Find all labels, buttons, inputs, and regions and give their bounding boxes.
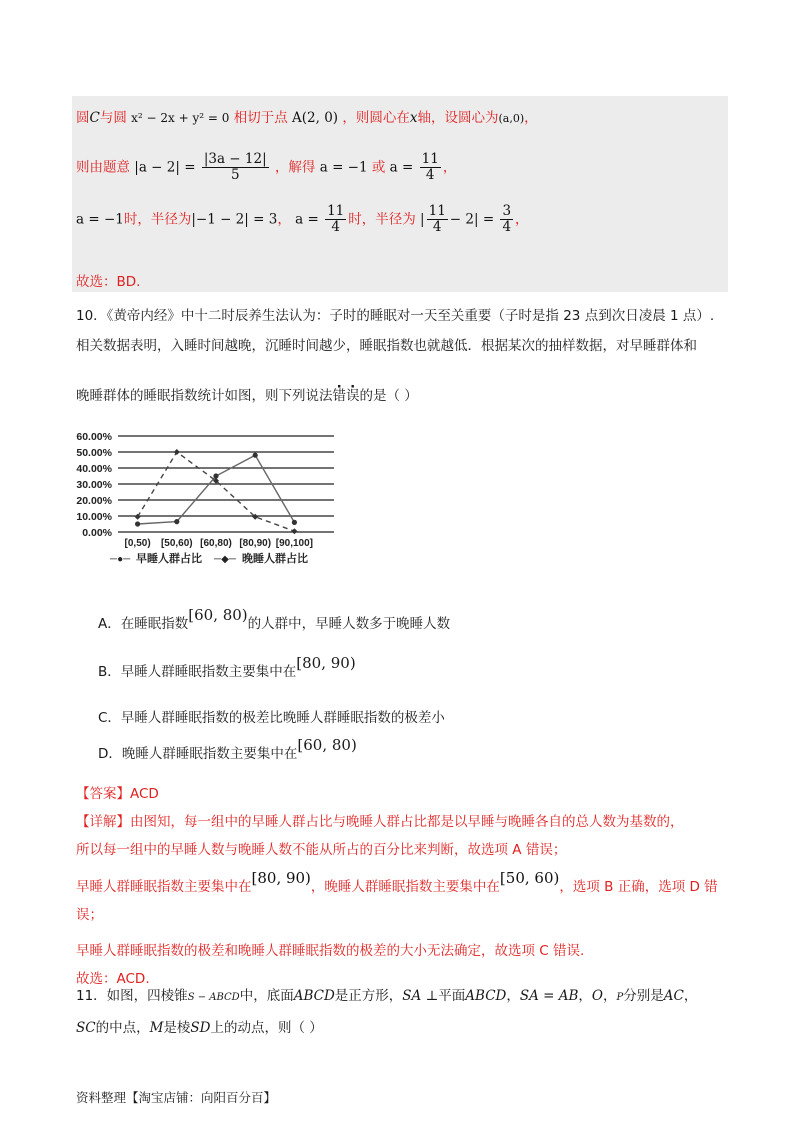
y-tick-label: 60.00% — [76, 431, 112, 443]
q10-answer: 【答案】ACD — [76, 786, 159, 802]
q10-explain-3: 早睡人群睡眠指数主要集中在[80, 90)，晚睡人群睡眠指数主要集中在[50, 60)，选项 B 正确，选项 D 错误； — [76, 869, 718, 923]
data-point — [253, 453, 258, 458]
x-tick-label: [0,50) — [124, 538, 151, 549]
q10-stem-line-1: 10．《黄帝内经》中十二时辰养生法认为：子时的睡眠对一天至关重要（子时是指 23 点到次日凌晨 1 点）. — [76, 308, 715, 324]
y-tick-label: 30.00% — [76, 479, 112, 491]
data-point — [135, 521, 140, 526]
y-tick-label: 40.00% — [76, 463, 112, 475]
q10-explain-1: 【详解】由图知，每一组中的早睡人群占比与晚睡人群占比都是以早睡与晚睡各自的总人数为基数的， — [76, 814, 684, 830]
q11-stem-line-2: SC的中点，M是棱SD上的动点，则（ ） — [76, 1020, 323, 1036]
footer: 资料整理【淘宝店铺：向阳百分百】 — [76, 1090, 277, 1105]
q9-choice: 故选：BD. — [76, 274, 141, 290]
q11-stem-line-1: 11．如图，四棱锥S − ABCD中，底面ABCD是正方形，SA ⊥平面ABCD，SA = AB，O，P分别是AC， — [76, 988, 698, 1004]
q10-option-c[interactable]: C．早睡人群睡眠指数的极差比晚睡人群睡眠指数的极差小 — [98, 710, 445, 726]
q10-stem-line-3: 晚睡群体的睡眠指数统计如图，则下列说法错误的是（ ） — [76, 388, 418, 404]
emphasis-char: 误 — [346, 388, 360, 404]
legend-marker-solid: ─●─ — [110, 554, 131, 565]
q10-option-d[interactable]: D．晚睡人群睡眠指数主要集中在[60, 80) — [98, 736, 357, 762]
data-point — [174, 519, 179, 524]
emphasis-char: 错 — [332, 388, 346, 404]
legend-label-series-2: 晚睡人群占比 — [242, 553, 308, 565]
q10-choice: 故选：ACD. — [76, 971, 150, 987]
q9-solution-line-3: a = −1时，半径为|−1 − 2| = 3， a = $\frac{11}{4}$ 时，半径为 | $\frac{11}{4}$ − 2| = $\frac{3}{4}$ ， — [76, 203, 529, 235]
x-tick-label: [80,90) — [239, 538, 272, 549]
x-tick-label: [90,100] — [275, 538, 314, 549]
data-point — [292, 520, 297, 525]
q10-option-b[interactable]: B．早睡人群睡眠指数主要集中在[80, 90) — [98, 654, 356, 680]
q10-answer-block — [76, 780, 726, 993]
y-tick-label: 50.00% — [76, 447, 112, 459]
q9-solution-line-2: 则由题意 |a − 2| = $\frac{|3a - 12|}{5}$ ，解得 a = −1 或 a = $\frac{11}{4}$ ， — [76, 151, 457, 183]
legend-marker-dashed: ─◆─ — [214, 554, 236, 565]
q10-option-a[interactable]: A．在睡眠指数[60, 80)的人群中，早睡人数多于晚睡人数 — [98, 606, 451, 632]
y-tick-label: 0.00% — [82, 527, 112, 539]
q10-stem-line-2: 相关数据表明，入睡时间越晚，沉睡时间越少，睡眠指数也就越低．根据某次的抽样数据，对早睡群体和 — [76, 338, 697, 354]
y-tick-label: 10.00% — [76, 511, 112, 523]
data-point — [291, 528, 297, 534]
data-point — [174, 449, 180, 455]
series-line-2 — [138, 452, 295, 531]
x-tick-label: [60,80) — [200, 538, 232, 549]
series-line-1 — [138, 455, 295, 524]
sleep-index-line-chart — [66, 428, 336, 576]
q10-explain-2: 所以每一组中的早睡人数与晚睡人数不能从所占的百分比来判断，故选项 A 错误； — [76, 842, 567, 858]
q10-explain-4: 早睡人群睡眠指数的极差和晚睡人群睡眠指数的极差的大小无法确定，故选项 C 错误. — [76, 943, 585, 959]
x-tick-label: [50,60) — [160, 538, 193, 549]
data-point — [135, 514, 141, 520]
y-tick-label: 20.00% — [76, 495, 112, 507]
q9-solution-line-1: 圆C与圆 x² − 2x + y² = 0 相切于点 A(2, 0) ，则圆心在x轴，设圆心为(a,0)， — [76, 110, 538, 126]
legend-label-series-1: 早睡人群占比 — [136, 553, 202, 565]
